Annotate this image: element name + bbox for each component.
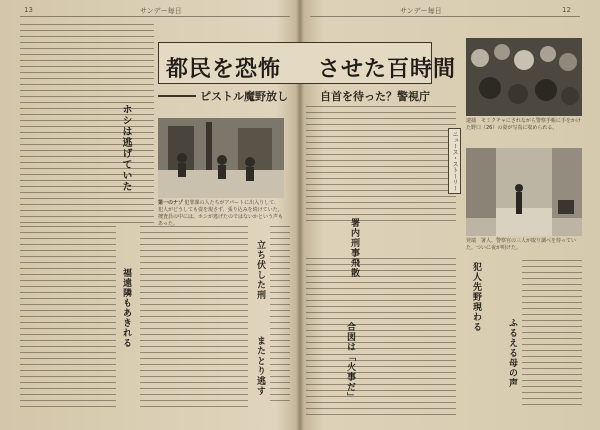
right-heading-suspect: 犯人先野現わる <box>471 262 481 332</box>
article-subtitle-right: 自首を待った？警視庁 <box>320 90 430 103</box>
left-text-bottom <box>20 226 116 412</box>
left-heading-tachibushi: 立ち伏した刑 <box>255 240 265 300</box>
left-text-narrow <box>270 226 290 406</box>
left-heading-fukuen: 福遠隣もあきれる <box>121 268 131 348</box>
left-photo-caption-text: 犯罪課の人たちがアパートに出入りして、犯人がどうしても姿を現さず、張り込みを続けていた。捜査員の中には、ホシが逃げたのではないかという声もあった。 <box>158 200 284 227</box>
right-page-number: 12 <box>562 6 571 14</box>
right-text-bottom <box>306 258 456 420</box>
left-photo-caption-label: 第一のナゾ <box>158 200 183 206</box>
right-text-top <box>306 106 456 226</box>
left-photo-snow-scene <box>158 118 284 198</box>
right-header-rule <box>310 16 580 17</box>
article-title-left: 都民を恐怖 <box>166 56 282 82</box>
right-heading-detectives: 署内刑事飛散 <box>349 218 359 278</box>
left-page-number: 13 <box>24 6 33 14</box>
article-title-right: させた百時間 <box>318 56 457 82</box>
left-photo-caption <box>158 200 284 228</box>
right-heading-fire: 合図は「火事だ」 <box>345 322 355 402</box>
left-magazine-name: サンデー毎日 <box>140 7 182 15</box>
left-text-top <box>20 24 154 228</box>
news-story-badge: ニュース・ストーリー <box>448 128 461 194</box>
left-header-rule <box>20 16 290 17</box>
article-subtitle-left: ピストル魔野放し <box>200 90 288 103</box>
right-photo2-caption: 発端 署人、警察官の三人が取り調べを待っていた。ついに夜が明けた。 <box>466 238 577 251</box>
right-text-narrow <box>522 260 582 410</box>
right-heading-voice: ふるえる母の声 <box>507 318 517 388</box>
right-photo-street <box>466 148 582 236</box>
right-photo-crowd <box>466 38 582 116</box>
left-heading-matatori: またとり逃す <box>255 336 265 396</box>
left-heading-hoshi: ホシは逃げていた <box>120 104 131 192</box>
right-photo1-caption: 逮捕 モミクチャにされながら警察手帳に手をかけた野口（26）の姿が写真に収められる。 <box>466 118 581 131</box>
subtitle-rule-left <box>158 95 196 97</box>
left-text-bottom-2 <box>140 226 248 412</box>
right-magazine-name: サンデー毎日 <box>400 7 442 15</box>
